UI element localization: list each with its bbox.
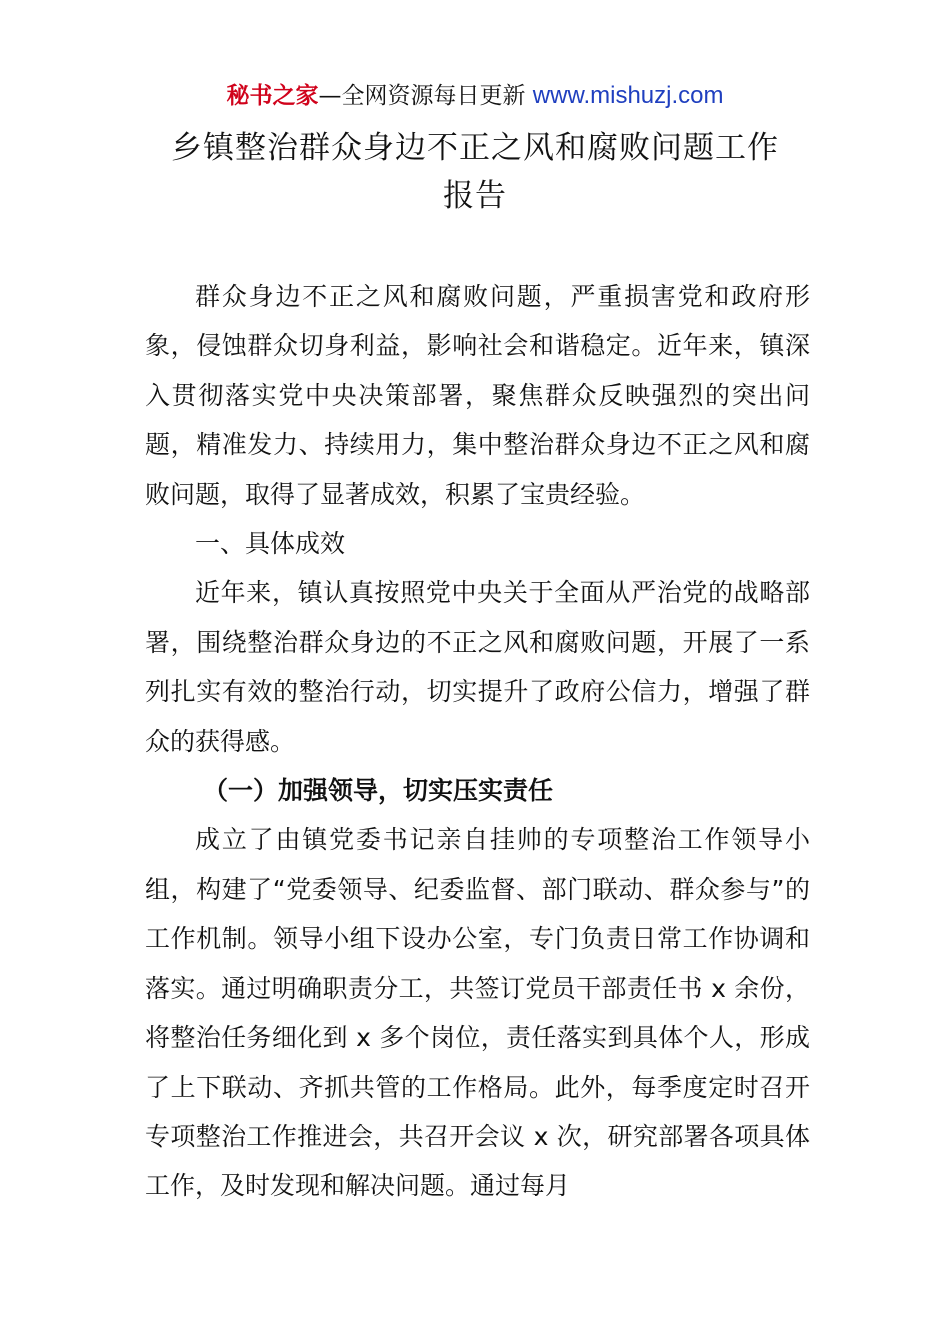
- title-line-2: 报告: [443, 178, 507, 214]
- title-line-1: 乡镇整治群众身边不正之风和腐败问题工作: [171, 130, 779, 166]
- document-body: [145, 272, 810, 1211]
- site-url-link[interactable]: www.mishuzj.com: [532, 82, 724, 109]
- header-tagline: —全网资源每日更新: [318, 83, 526, 109]
- subsection-paragraph: 成立了由镇党委书记亲自挂帅的专项整治工作领导小组，构建了“党委领导、纪委监督、部门联动、群众参与”的工作机制。领导小组下设办公室，专门负责日常工作协调和落实。通过明确职责分工，共签订党员干部责任书 x 余份，将整治任务细化到 x 多个岗位，责任落实到具体个人，形成了上下联动、齐抓共管的工作格局。此外，每季度定时召开专项整治工作推进会，共召开会议 x 次，研究部署各项具体工作，及时发现和解决问题。通过每月: [145, 825, 810, 1201]
- site-header: [0, 78, 950, 114]
- intro-paragraph: 群众身边不正之风和腐败问题，严重损害党和政府形象，侵蚀群众切身利益，影响社会和谐稳定。近年来，镇深入贯彻落实党中央决策部署，聚焦群众反映强烈的突出问题，精准发力、持续用力，集中整治群众身边不正之风和腐败问题，取得了显著成效，积累了宝贵经验。: [145, 282, 810, 509]
- section-paragraph: 近年来，镇认真按照党中央关于全面从严治党的战略部署，围绕整治群众身边的不正之风和腐败问题，开展了一系列扎实有效的整治行动，切实提升了政府公信力，增强了群众的获得感。: [145, 578, 810, 756]
- section-heading: 一、具体成效: [195, 529, 346, 559]
- brand-name: 秘书之家: [226, 83, 319, 109]
- subsection-heading: （一）加强领导，切实压实责任: [203, 776, 554, 806]
- document-title: [0, 124, 950, 220]
